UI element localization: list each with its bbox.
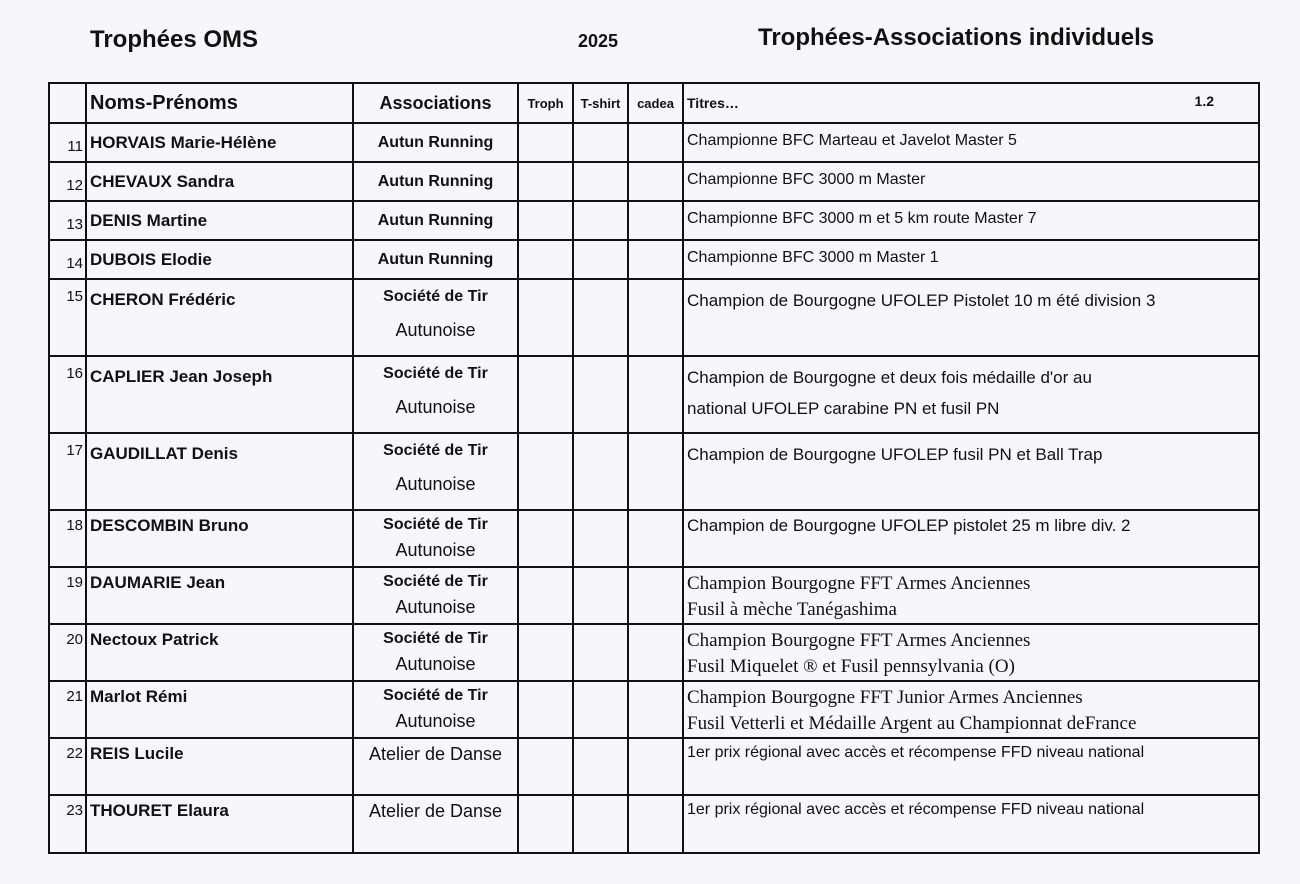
association-name: Société de Tir	[383, 630, 488, 647]
troph-cell[interactable]	[518, 356, 573, 433]
association-name: Autun Running	[377, 134, 494, 151]
table-row	[49, 738, 1259, 795]
titles-cell	[683, 624, 1259, 681]
troph-cell[interactable]	[518, 201, 573, 240]
header-association: Associations	[353, 83, 518, 123]
association-cell	[353, 162, 518, 201]
title-line-2: Fusil Miquelet ® et Fusil pennsylvania (O)	[687, 656, 1015, 677]
association-cell	[353, 201, 518, 240]
association-name: Atelier de Danse	[368, 744, 503, 764]
tshirt-cell[interactable]	[573, 681, 628, 738]
titles-cell	[683, 162, 1259, 201]
header-tshirt: T-shirt	[573, 83, 628, 123]
troph-cell[interactable]	[518, 123, 573, 162]
title-line-1: Champion Bourgogne FFT Junior Armes Anciennes	[687, 687, 1083, 708]
cadeau-cell[interactable]	[628, 162, 683, 201]
table-row	[49, 279, 1259, 356]
title-line-1: 1er prix régional avec accès et récompense FFD niveau national	[687, 801, 1145, 818]
person-name: Nectoux Patrick	[86, 624, 353, 681]
tshirt-cell[interactable]	[573, 279, 628, 356]
cadeau-cell[interactable]	[628, 681, 683, 738]
person-name: GAUDILLAT Denis	[86, 433, 353, 510]
titles-cell	[683, 681, 1259, 738]
association-name: Société de Tir	[383, 573, 488, 590]
cadeau-cell[interactable]	[628, 123, 683, 162]
titles-cell	[683, 433, 1259, 510]
title-line-2: Fusil Vetterli et Médaille Argent au Championnat deFrance	[687, 713, 1137, 734]
document-year: 2025	[578, 31, 619, 51]
trophies-table	[48, 82, 1260, 854]
association-name-line2: Autunoise	[395, 711, 476, 731]
association-name: Société de Tir	[383, 288, 488, 305]
title-line-1: Champion de Bourgogne UFOLEP Pistolet 10 m été division 3	[687, 291, 1156, 310]
troph-cell[interactable]	[518, 567, 573, 624]
row-number: 11	[49, 123, 86, 162]
title-line-1: Champion de Bourgogne UFOLEP pistolet 25 m libre div. 2	[687, 516, 1131, 535]
row-number: 13	[49, 201, 86, 240]
cadeau-cell[interactable]	[628, 795, 683, 853]
association-name: Société de Tir	[383, 365, 488, 382]
person-name: CHEVAUX Sandra	[86, 162, 353, 201]
tshirt-cell[interactable]	[573, 240, 628, 279]
troph-cell[interactable]	[518, 795, 573, 853]
titles-cell	[683, 356, 1259, 433]
header-titres	[683, 83, 1259, 123]
row-number: 19	[49, 567, 86, 624]
row-number: 14	[49, 240, 86, 279]
title-line-1: Champion de Bourgogne et deux fois médaille d'or au	[687, 368, 1092, 387]
table-row	[49, 356, 1259, 433]
tshirt-cell[interactable]	[573, 201, 628, 240]
troph-cell[interactable]	[518, 510, 573, 567]
table-row	[49, 624, 1259, 681]
title-line-1: Championne BFC 3000 m Master 1	[687, 249, 939, 266]
table-row	[49, 567, 1259, 624]
title-line-1: 1er prix régional avec accès et récompense FFD niveau national	[687, 744, 1145, 761]
association-name: Atelier de Danse	[368, 801, 503, 821]
title-line-1: Champion Bourgogne FFT Armes Anciennes	[687, 573, 1031, 594]
tshirt-cell[interactable]	[573, 624, 628, 681]
tshirt-cell[interactable]	[573, 162, 628, 201]
cadeau-cell[interactable]	[628, 567, 683, 624]
person-name: DAUMARIE Jean	[86, 567, 353, 624]
header-num-cell	[49, 83, 86, 123]
person-name: THOURET Elaura	[86, 795, 353, 853]
association-name-line2: Autunoise	[395, 654, 476, 674]
association-name: Autun Running	[377, 251, 494, 268]
association-cell	[353, 510, 518, 567]
association-name: Société de Tir	[383, 442, 488, 459]
cadeau-cell[interactable]	[628, 510, 683, 567]
association-cell	[353, 681, 518, 738]
header-name: Noms-Prénoms	[86, 83, 353, 123]
person-name: DUBOIS Elodie	[86, 240, 353, 279]
person-name: Marlot Rémi	[86, 681, 353, 738]
titles-cell	[683, 738, 1259, 795]
association-cell	[353, 356, 518, 433]
tshirt-cell[interactable]	[573, 123, 628, 162]
row-number: 16	[49, 356, 86, 433]
titles-cell	[683, 279, 1259, 356]
titles-cell	[683, 795, 1259, 853]
association-cell	[353, 240, 518, 279]
table-row	[49, 433, 1259, 510]
header-row	[49, 83, 1259, 123]
title-line-2: Fusil à mèche Tanégashima	[687, 599, 897, 620]
association-cell	[353, 738, 518, 795]
row-number: 21	[49, 681, 86, 738]
row-number: 20	[49, 624, 86, 681]
title-line-2: national UFOLEP carabine PN et fusil PN	[687, 399, 1000, 418]
association-name-line2: Autunoise	[395, 397, 476, 417]
tshirt-cell[interactable]	[573, 795, 628, 853]
troph-cell[interactable]	[518, 681, 573, 738]
troph-cell[interactable]	[518, 624, 573, 681]
header-troph: Troph	[518, 83, 573, 123]
cadeau-cell[interactable]	[628, 738, 683, 795]
association-cell	[353, 795, 518, 853]
association-cell	[353, 433, 518, 510]
document-title: Trophées OMS	[90, 26, 259, 53]
titles-cell	[683, 567, 1259, 624]
association-name-line2: Autunoise	[395, 540, 476, 560]
title-line-1: Championne BFC 3000 m et 5 km route Master 7	[687, 210, 1037, 227]
title-line-1: Championne BFC 3000 m Master	[687, 171, 926, 188]
tshirt-cell[interactable]	[573, 567, 628, 624]
document-subtitle: Trophées-Associations individuels	[758, 24, 1155, 51]
title-line-1: Championne BFC Marteau et Javelot Master 5	[687, 132, 1017, 149]
cadeau-cell[interactable]	[628, 624, 683, 681]
titles-cell	[683, 510, 1259, 567]
titles-cell	[683, 123, 1259, 162]
row-number: 23	[49, 795, 86, 853]
tshirt-cell[interactable]	[573, 433, 628, 510]
cadeau-cell[interactable]	[628, 433, 683, 510]
association-cell	[353, 123, 518, 162]
person-name: DENIS Martine	[86, 201, 353, 240]
troph-cell[interactable]	[518, 433, 573, 510]
person-name: REIS Lucile	[86, 738, 353, 795]
cadeau-cell[interactable]	[628, 240, 683, 279]
table-row	[49, 123, 1259, 162]
title-line-1: Champion Bourgogne FFT Armes Anciennes	[687, 630, 1031, 651]
association-cell	[353, 624, 518, 681]
row-number: 12	[49, 162, 86, 201]
title-line-1: Champion de Bourgogne UFOLEP fusil PN et Ball Trap	[687, 445, 1103, 464]
table-row	[49, 201, 1259, 240]
person-name: CHERON Frédéric	[86, 279, 353, 356]
tshirt-cell[interactable]	[573, 510, 628, 567]
row-number: 18	[49, 510, 86, 567]
header-cadeau: cadea	[628, 83, 683, 123]
troph-cell[interactable]	[518, 162, 573, 201]
association-cell	[353, 279, 518, 356]
tshirt-cell[interactable]	[573, 356, 628, 433]
troph-cell[interactable]	[518, 279, 573, 356]
association-name-line2: Autunoise	[395, 320, 476, 340]
row-number: 17	[49, 433, 86, 510]
association-name: Autun Running	[377, 212, 494, 229]
association-name: Société de Tir	[383, 687, 488, 704]
cadeau-cell[interactable]	[628, 279, 683, 356]
association-name-line2: Autunoise	[395, 474, 476, 494]
titles-cell	[683, 201, 1259, 240]
titles-cell	[683, 240, 1259, 279]
table-row	[49, 795, 1259, 853]
association-name: Société de Tir	[383, 516, 488, 533]
table-row	[49, 162, 1259, 201]
association-name-line2: Autunoise	[395, 597, 476, 617]
cadeau-cell[interactable]	[628, 356, 683, 433]
tshirt-cell[interactable]	[573, 738, 628, 795]
row-number: 15	[49, 279, 86, 356]
table-row	[49, 510, 1259, 567]
person-name: CAPLIER Jean Joseph	[86, 356, 353, 433]
row-number: 22	[49, 738, 86, 795]
troph-cell[interactable]	[518, 738, 573, 795]
page-version: 1.2	[1194, 93, 1214, 109]
table-row	[49, 681, 1259, 738]
header-titres-label: Titres…	[687, 95, 739, 111]
association-cell	[353, 567, 518, 624]
troph-cell[interactable]	[518, 240, 573, 279]
person-name: DESCOMBIN Bruno	[86, 510, 353, 567]
association-name: Autun Running	[377, 173, 494, 190]
table-row	[49, 240, 1259, 279]
cadeau-cell[interactable]	[628, 201, 683, 240]
person-name: HORVAIS Marie-Hélène	[86, 123, 353, 162]
